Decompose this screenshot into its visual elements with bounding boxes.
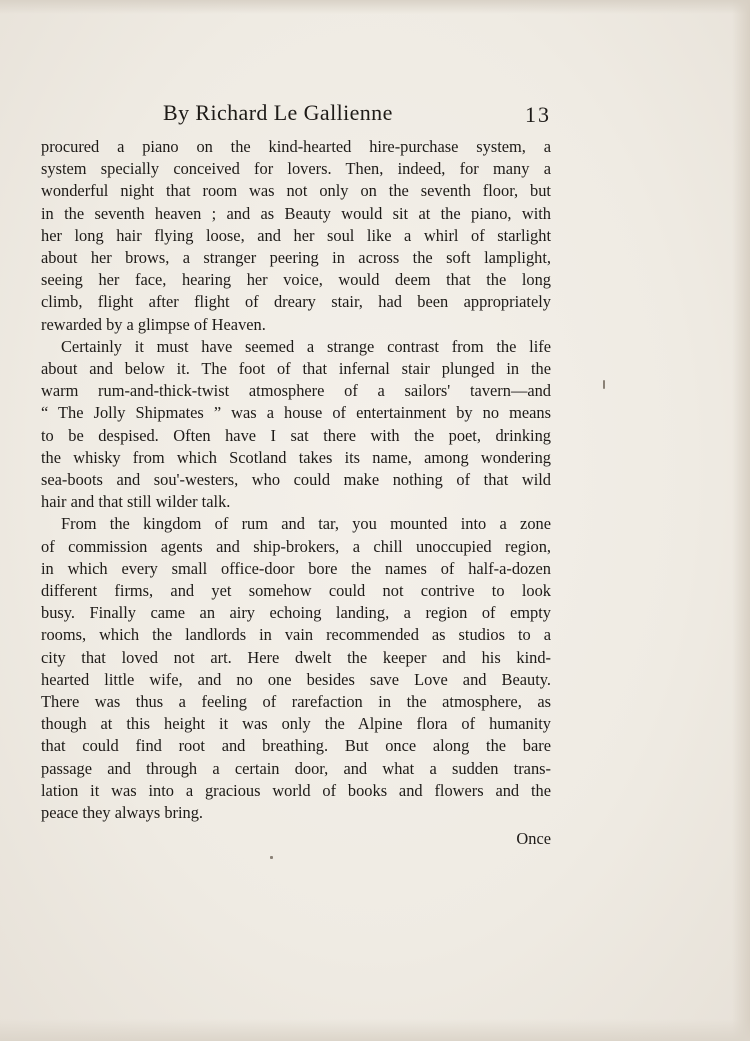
page-edge-top bbox=[0, 0, 750, 14]
text-line: wonderful night that room was not only on the seventh floor, but bbox=[41, 181, 551, 201]
text-line: lation it was into a gracious world of books and flowers and the bbox=[41, 780, 551, 800]
paper-speck bbox=[603, 380, 605, 389]
text-line: different firms, and yet somehow could not contrive to look bbox=[41, 581, 551, 601]
paragraph bbox=[41, 336, 551, 514]
text-line: climb, flight after flight of dreary stair, had been appropriately bbox=[41, 292, 551, 312]
text-line: in the seventh heaven ; and as Beauty would sit at the piano, with bbox=[41, 203, 551, 223]
text-line: “ The Jolly Shipmates ” was a house of entertainment by no means bbox=[41, 403, 551, 423]
text-line: to be despised. Often have I sat there with the poet, drinking bbox=[41, 425, 551, 445]
text-line: hair and that still wilder talk. bbox=[41, 492, 231, 512]
page-edge-right bbox=[732, 0, 750, 1041]
text-line: city that loved not art. Here dwelt the keeper and his kind- bbox=[41, 647, 551, 667]
running-title: By Richard Le Gallienne bbox=[163, 100, 393, 125]
text-line: From the kingdom of rum and tar, you mounted into a zone bbox=[61, 514, 551, 534]
paragraph bbox=[41, 136, 551, 336]
text-line: sea-boots and sou'-westers, who could make nothing of that wild bbox=[41, 470, 551, 490]
text-line: warm rum-and-thick-twist atmosphere of a sailors' tavern—and bbox=[41, 381, 551, 401]
page-edge-bottom bbox=[0, 1019, 750, 1041]
text-line: passage and through a certain door, and what a sudden trans- bbox=[41, 758, 551, 778]
paper-speck bbox=[270, 856, 273, 859]
text-line: rewarded by a glimpse of Heaven. bbox=[41, 314, 266, 334]
catchword: Once bbox=[516, 829, 551, 849]
text-line: that could find root and breathing. But once along the bare bbox=[41, 736, 551, 756]
text-line: about and below it. The foot of that infernal stair plunged in the bbox=[41, 359, 551, 379]
paragraph bbox=[41, 513, 551, 824]
text-line: hearted little wife, and no one besides save Love and Beauty. bbox=[41, 669, 551, 689]
text-line: about her brows, a stranger peering in across the soft lamplight, bbox=[41, 248, 551, 268]
text-line: busy. Finally came an airy echoing landing, a region of empty bbox=[41, 603, 551, 623]
text-line: peace they always bring. bbox=[41, 803, 204, 823]
body-text bbox=[41, 136, 551, 824]
text-line: in which every small office-door bore the names of half-a-dozen bbox=[41, 558, 551, 578]
text-line: Certainly it must have seemed a strange contrast from the life bbox=[61, 336, 551, 356]
text-line: her long hair flying loose, and her soul like a whirl of starlight bbox=[41, 225, 551, 245]
text-line: There was thus a feeling of rarefaction in the atmosphere, as bbox=[41, 692, 551, 712]
page-number: 13 bbox=[525, 102, 551, 127]
text-line: though at this height it was only the Alpine flora of humanity bbox=[41, 714, 551, 734]
running-head bbox=[41, 96, 551, 136]
text-line: the whisky from which Scotland takes its name, among wondering bbox=[41, 447, 551, 467]
text-line: procured a piano on the kind-hearted hire-purchase system, a bbox=[41, 137, 551, 156]
text-block bbox=[41, 96, 551, 851]
text-line: system specially conceived for lovers. Then, indeed, for many a bbox=[41, 159, 551, 179]
text-line: seeing her face, hearing her voice, would deem that the long bbox=[41, 270, 551, 290]
text-line: rooms, which the landlords in vain recommended as studios to a bbox=[41, 625, 551, 645]
text-line: of commission agents and ship-brokers, a chill unoccupied region, bbox=[41, 536, 551, 556]
